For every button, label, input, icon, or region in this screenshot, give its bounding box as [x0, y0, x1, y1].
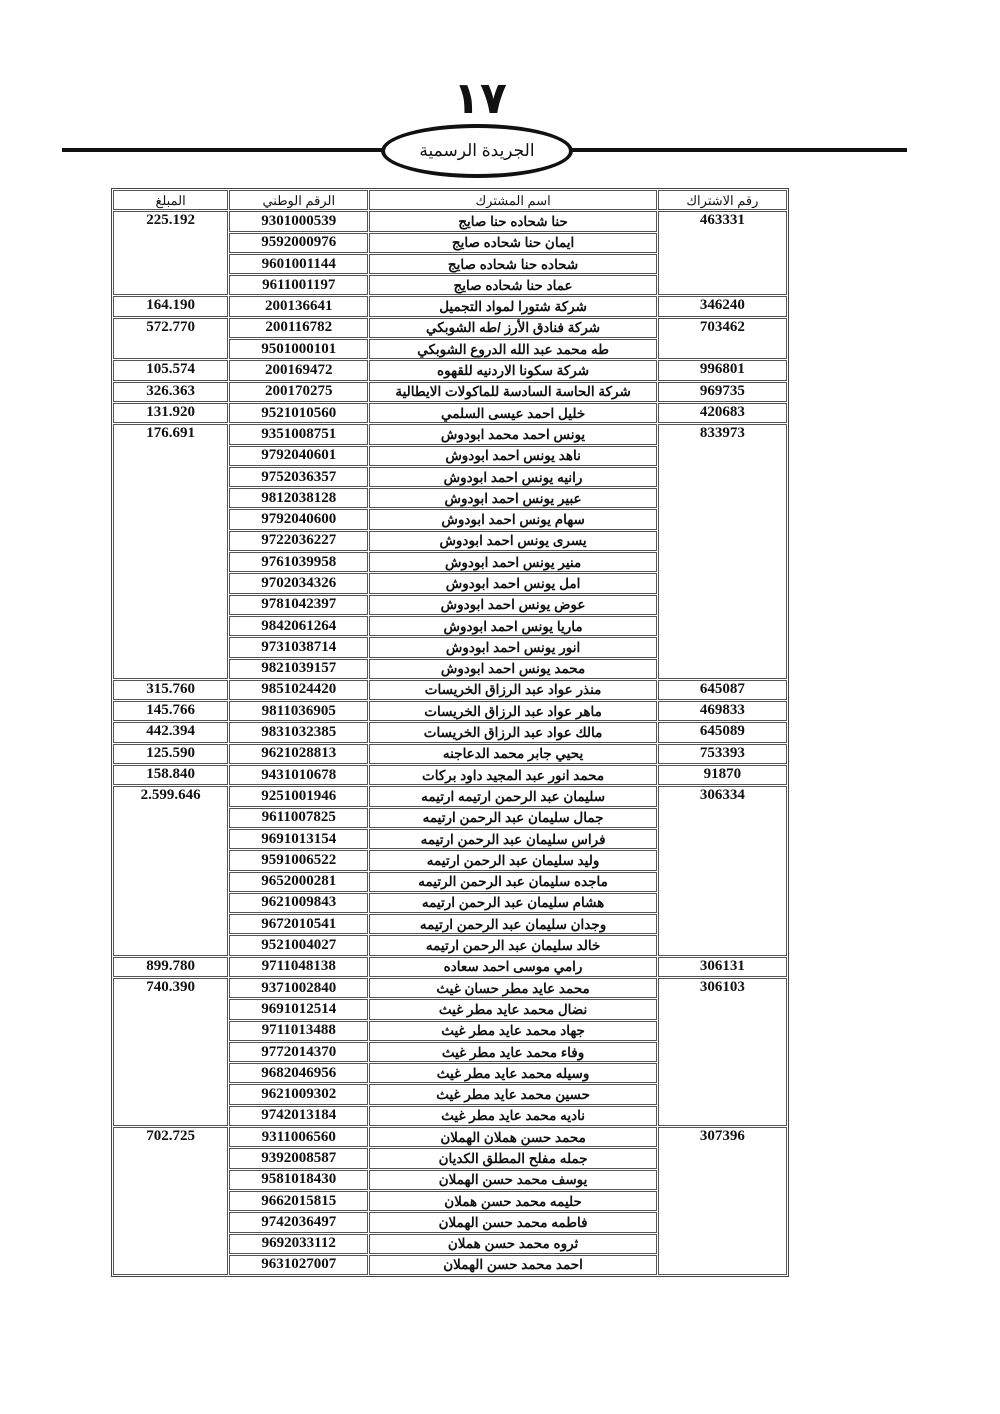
subscription-number-cell: 645087	[658, 680, 787, 700]
national-id-cell: 9742036497	[229, 1212, 368, 1232]
amount-cell: 145.766	[113, 701, 228, 721]
national-id-cell: 9752036357	[229, 467, 368, 487]
column-header-national-id: الرقم الوطني	[229, 190, 368, 210]
subscriber-name-cell: رانيه يونس احمد ابودوش	[369, 467, 656, 487]
national-id-cell: 200170275	[229, 382, 368, 402]
table-row	[113, 957, 787, 977]
national-id-cell: 9742013184	[229, 1106, 368, 1126]
national-id-cell: 9731038714	[229, 637, 368, 657]
national-id-cell: 9351008751	[229, 424, 368, 444]
national-id-cell: 9601001144	[229, 254, 368, 274]
national-id-cell: 9781042397	[229, 595, 368, 615]
subscription-number-cell: 306103	[658, 978, 787, 1126]
national-id-cell: 9251001946	[229, 786, 368, 806]
subscriber-name-cell: عماد حنا شحاده صايج	[369, 275, 656, 295]
amount-cell: 315.760	[113, 680, 228, 700]
subscriber-name-cell: جمله مفلح المطلق الكديان	[369, 1148, 656, 1168]
amount-cell: 326.363	[113, 382, 228, 402]
subscriber-name-cell: هشام سليمان عبد الرحمن ارتيمه	[369, 893, 656, 913]
subscriber-name-cell: ماجده سليمان عبد الرحمن الرتيمه	[369, 872, 656, 892]
national-id-cell: 9692033112	[229, 1234, 368, 1254]
national-id-cell: 9621009843	[229, 893, 368, 913]
page-number: ١٧	[453, 73, 507, 124]
national-id-cell: 9772014370	[229, 1042, 368, 1062]
national-id-cell: 9621009302	[229, 1084, 368, 1104]
subscriber-name-cell: ناهد يونس احمد ابودوش	[369, 446, 656, 466]
table-row	[113, 744, 787, 764]
national-id-cell: 9301000539	[229, 211, 368, 231]
subscribers-table	[111, 188, 789, 1277]
national-id-cell: 9851024420	[229, 680, 368, 700]
table-row	[113, 765, 787, 785]
subscriber-name-cell: وسيله محمد عايد مطر غيث	[369, 1063, 656, 1083]
subscriber-name-cell: حليمه محمد حسن هملان	[369, 1191, 656, 1211]
subscriber-name-cell: وفاء محمد عايد مطر غيث	[369, 1042, 656, 1062]
table-row	[113, 403, 787, 423]
subscriber-name-cell: فراس سليمان عبد الرحمن ارتيمه	[369, 829, 656, 849]
national-id-cell: 9691013154	[229, 829, 368, 849]
subscription-number-cell: 306131	[658, 957, 787, 977]
national-id-cell: 9431010678	[229, 765, 368, 785]
subscription-number-cell: 996801	[658, 360, 787, 380]
subscription-number-cell: 703462	[658, 318, 787, 360]
subscriber-name-cell: سليمان عبد الرحمن ارتيمه ارتيمه	[369, 786, 656, 806]
subscriber-name-cell: محمد انور عبد المجيد داود بركات	[369, 765, 656, 785]
subscriber-name-cell: خليل احمد عيسى السلمي	[369, 403, 656, 423]
subscription-number-cell: 307396	[658, 1127, 787, 1275]
subscriber-name-cell: مالك عواد عبد الرزاق الخريسات	[369, 722, 656, 742]
national-id-cell: 9621028813	[229, 744, 368, 764]
national-id-cell: 9631027007	[229, 1255, 368, 1275]
subscriber-name-cell: سهام يونس احمد ابودوش	[369, 509, 656, 529]
national-id-cell: 9581018430	[229, 1170, 368, 1190]
publication-title-badge	[381, 124, 573, 178]
national-id-cell: 9831032385	[229, 722, 368, 742]
column-header-subscription: رقم الاشتراك	[658, 190, 787, 210]
table-row	[113, 424, 787, 444]
national-id-cell: 9682046956	[229, 1063, 368, 1083]
national-id-cell: 9611001197	[229, 275, 368, 295]
amount-cell: 899.780	[113, 957, 228, 977]
subscriber-name-cell: يسرى يونس احمد ابودوش	[369, 531, 656, 551]
subscriber-name-cell: ناديه محمد عايد مطر غيث	[369, 1106, 656, 1126]
subscription-number-cell: 833973	[658, 424, 787, 679]
subscriber-name-cell: جمال سليمان عبد الرحمن ارتيمه	[369, 808, 656, 828]
subscriber-name-cell: شركة سكونا الاردنيه للقهوه	[369, 360, 656, 380]
subscriber-name-cell: محمد عايد مطر حسان غيث	[369, 978, 656, 998]
subscriber-name-cell: نضال محمد عايد مطر غيث	[369, 999, 656, 1019]
national-id-cell: 9652000281	[229, 872, 368, 892]
amount-cell: 702.725	[113, 1127, 228, 1275]
subscriber-name-cell: يحيي جابر محمد الدعاجنه	[369, 744, 656, 764]
subscriber-name-cell: يوسف محمد حسن الهملان	[369, 1170, 656, 1190]
national-id-cell: 9611007825	[229, 808, 368, 828]
table-row	[113, 1127, 787, 1147]
national-id-cell: 9711048138	[229, 957, 368, 977]
national-id-cell: 9842061264	[229, 616, 368, 636]
column-header-name: اسم المشترك	[369, 190, 656, 210]
subscription-number-cell: 969735	[658, 382, 787, 402]
subscriber-name-cell: يونس احمد محمد ابودوش	[369, 424, 656, 444]
amount-cell: 740.390	[113, 978, 228, 1126]
subscriber-name-cell: طه محمد عبد الله الدروع الشوبكي	[369, 339, 656, 359]
subscriber-name-cell: شركة فنادق الأرز /طه الشوبكي	[369, 318, 656, 338]
subscriber-name-cell: عبير يونس احمد ابودوش	[369, 488, 656, 508]
subscriber-name-cell: جهاد محمد عايد مطر غيث	[369, 1021, 656, 1041]
table-row	[113, 382, 787, 402]
national-id-cell: 9691012514	[229, 999, 368, 1019]
subscriber-name-cell: ايمان حنا شحاده صايج	[369, 233, 656, 253]
subscriber-name-cell: ماهر عواد عبد الرزاق الخريسات	[369, 701, 656, 721]
table-header-row	[113, 190, 787, 210]
subscriber-name-cell: حنا شحاده حنا صايج	[369, 211, 656, 231]
subscription-number-cell: 645089	[658, 722, 787, 742]
subscriber-name-cell: شركة شتورا لمواد التجميل	[369, 296, 656, 316]
national-id-cell: 200136641	[229, 296, 368, 316]
national-id-cell: 9521004027	[229, 935, 368, 955]
subscriber-name-cell: رامي موسى احمد سعاده	[369, 957, 656, 977]
table-row	[113, 360, 787, 380]
subscriber-name-cell: محمد يونس احمد ابودوش	[369, 659, 656, 679]
table-row	[113, 318, 787, 338]
subscription-number-cell: 420683	[658, 403, 787, 423]
national-id-cell: 9702034326	[229, 573, 368, 593]
national-id-cell: 9592000976	[229, 233, 368, 253]
table-row	[113, 701, 787, 721]
national-id-cell: 9662015815	[229, 1191, 368, 1211]
amount-cell: 105.574	[113, 360, 228, 380]
national-id-cell: 9722036227	[229, 531, 368, 551]
table-row	[113, 722, 787, 742]
national-id-cell: 9761039958	[229, 552, 368, 572]
national-id-cell: 200169472	[229, 360, 368, 380]
subscriber-name-cell: عوض يونس احمد ابودوش	[369, 595, 656, 615]
publication-title: الجريدة الرسمية	[419, 141, 535, 160]
national-id-cell: 9792040600	[229, 509, 368, 529]
table-row	[113, 978, 787, 998]
subscription-number-cell: 463331	[658, 211, 787, 295]
amount-cell: 164.190	[113, 296, 228, 316]
subscriber-name-cell: شركة الحاسة السادسة للماكولات الايطالية	[369, 382, 656, 402]
national-id-cell: 9672010541	[229, 914, 368, 934]
subscriber-name-cell: ماريا يونس احمد ابودوش	[369, 616, 656, 636]
subscription-number-cell: 346240	[658, 296, 787, 316]
subscriber-name-cell: فاطمه محمد حسن الهملان	[369, 1212, 656, 1232]
amount-cell: 442.394	[113, 722, 228, 742]
amount-cell: 125.590	[113, 744, 228, 764]
subscription-number-cell: 469833	[658, 701, 787, 721]
national-id-cell: 9812038128	[229, 488, 368, 508]
national-id-cell: 9591006522	[229, 850, 368, 870]
national-id-cell: 200116782	[229, 318, 368, 338]
national-id-cell: 9392008587	[229, 1148, 368, 1168]
column-header-amount: المبلغ	[113, 190, 228, 210]
subscriber-name-cell: محمد حسن هملان الهملان	[369, 1127, 656, 1147]
amount-cell: 158.840	[113, 765, 228, 785]
subscriber-name-cell: وليد سليمان عبد الرحمن ارتيمه	[369, 850, 656, 870]
national-id-cell: 9792040601	[229, 446, 368, 466]
subscriber-name-cell: وجدان سليمان عبد الرحمن ارتيمه	[369, 914, 656, 934]
subscriber-name-cell: احمد محمد حسن الهملان	[369, 1255, 656, 1275]
subscriber-name-cell: حسين محمد عايد مطر غيث	[369, 1084, 656, 1104]
table-row	[113, 786, 787, 806]
national-id-cell: 9521010560	[229, 403, 368, 423]
subscription-number-cell: 306334	[658, 786, 787, 955]
subscriber-name-cell: انور يونس احمد ابودوش	[369, 637, 656, 657]
table-row	[113, 680, 787, 700]
amount-cell: 572.770	[113, 318, 228, 360]
amount-cell: 131.920	[113, 403, 228, 423]
national-id-cell: 9501000101	[229, 339, 368, 359]
national-id-cell: 9821039157	[229, 659, 368, 679]
amount-cell: 176.691	[113, 424, 228, 679]
subscription-number-cell: 91870	[658, 765, 787, 785]
national-id-cell: 9371002840	[229, 978, 368, 998]
national-id-cell: 9811036905	[229, 701, 368, 721]
national-id-cell: 9711013488	[229, 1021, 368, 1041]
table-row	[113, 296, 787, 316]
subscriber-name-cell: خالد سليمان عبد الرحمن ارتيمه	[369, 935, 656, 955]
table-row	[113, 211, 787, 231]
national-id-cell: 9311006560	[229, 1127, 368, 1147]
amount-cell: 225.192	[113, 211, 228, 295]
subscription-number-cell: 753393	[658, 744, 787, 764]
subscriber-name-cell: شحاده حنا شحاده صايج	[369, 254, 656, 274]
subscriber-name-cell: ثروه محمد حسن هملان	[369, 1234, 656, 1254]
subscriber-name-cell: منذر عواد عبد الرزاق الخريسات	[369, 680, 656, 700]
amount-cell: 2.599.646	[113, 786, 228, 955]
subscriber-name-cell: امل يونس احمد ابودوش	[369, 573, 656, 593]
subscriber-name-cell: منير يونس احمد ابودوش	[369, 552, 656, 572]
